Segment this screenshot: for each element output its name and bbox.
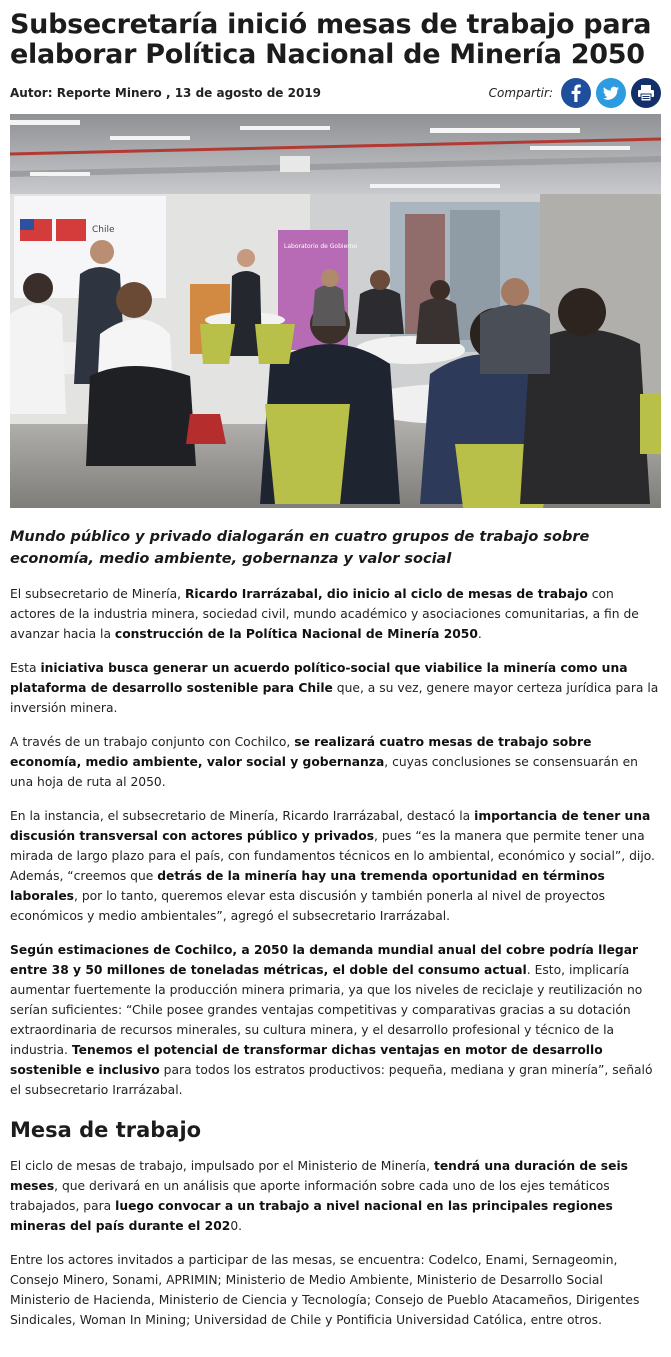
text: , que derivará en un análisis que aporte información sobre cada uno de los ejes temáticos trabajados, para	[10, 1179, 610, 1213]
bold-text: detrás de la minería hay una tremenda oportunidad en términos laborales	[10, 869, 605, 903]
section-body	[10, 1156, 661, 1330]
text: El subsecretario de Minería,	[10, 587, 185, 601]
text: Esta	[10, 661, 41, 675]
twitter-icon[interactable]	[596, 78, 626, 108]
text: Entre los actores invitados a participar de las mesas, se encuentra: Codelco, Enami, Sernageomin, Consejo Minero, Sonami, APRIMIN; Ministerio de Medio Ambiente, Ministerio de Desarrollo Social Ministerio de Hacienda, Ministerio de Ciencia y Tecnología; Consejo de Pueblo Atacameños, Dirigentes Sindicales, Woman In Mining; Universidad de Chile y Pontificia Universidad Católica, entre otros.	[10, 1253, 640, 1327]
bold-text: construcción de la Política Nacional de Minería 2050	[114, 627, 478, 641]
text: , pues “es la manera que permite tener una mirada de largo plazo para el país, con fundamentos técnicos en lo ambiental, económico y social”, dijo. Además, “creemos que	[10, 829, 655, 883]
author-line: Autor: Reporte Minero , 13 de agosto de 2019	[10, 86, 322, 100]
text: . Esto, implicaría aumentar fuertemente la producción minera primaria, ya que los niveles de reciclaje y reutilización no serían suficientes: “Chile posee grandes ventajas competitivas y comparativas gracias a su dotación extraordinaria de recursos minerales, su cultura minera, y el desarrollo profesional y técnico de la industria.	[10, 963, 643, 1057]
body-paragraph	[10, 940, 661, 1100]
bold-text: se realizará cuatro mesas de trabajo sobre economía, medio ambiente, valor social y gobernanza	[10, 735, 592, 769]
text: , cuyas conclusiones se consensuarán en una hoja de ruta al 2050.	[10, 755, 638, 789]
article-body	[10, 584, 661, 1100]
bold-text: Según estimaciones de Cochilco, a 2050 la demanda mundial anual del cobre podría llegar entre 38 y 50 millones de toneladas métricas, el doble del consumo actual	[10, 943, 639, 977]
bold-text: iniciativa busca generar un acuerdo político-social que viabilice la minería como una plataforma de desarrollo sostenible para Chile	[10, 661, 628, 695]
share-label: Compartir:	[488, 86, 553, 100]
body-paragraph	[10, 1250, 661, 1330]
bold-text: tendrá una duración de seis meses	[10, 1159, 628, 1193]
text: que, a su vez, genere mayor certeza jurídica para la inversión minera.	[10, 681, 659, 715]
body-paragraph	[10, 732, 661, 792]
body-paragraph	[10, 584, 661, 644]
article	[0, 10, 671, 1330]
section-heading: Mesa de trabajo	[10, 1118, 202, 1142]
text: El ciclo de mesas de trabajo, impulsado por el Ministerio de Minería,	[10, 1159, 434, 1173]
body-paragraph	[10, 806, 661, 926]
text: A través de un trabajo conjunto con Cochilco,	[10, 735, 295, 749]
text: 0.	[230, 1219, 243, 1233]
screen-text: Chile	[92, 225, 115, 235]
print-icon[interactable]	[631, 78, 661, 108]
bold-text: Ricardo Irarrázabal, dio inicio al ciclo de mesas de trabajo	[184, 587, 588, 601]
bold-text: luego convocar a un trabajo a nivel nacional en las principales regiones mineras del país durante el 202	[10, 1199, 613, 1233]
bold-text: importancia de tener una discusión transversal con actores público y privados	[10, 809, 651, 843]
bold-text: Tenemos el potencial de transformar dichas ventajas en motor de desarrollo sostenible e inclusivo	[10, 1043, 603, 1077]
share-bar	[489, 78, 661, 108]
article-meta	[10, 74, 661, 112]
body-paragraph	[10, 658, 661, 718]
article-photo	[10, 114, 661, 508]
text: , por lo tanto, queremos elevar esta discusión y también ponerla al nivel de proyectos económicos y medio ambientales”, agregó el subsecretario Irarrázabal.	[10, 889, 606, 923]
text: para todos los estratos productivos: pequeña, mediana y gran minería”, señaló el subsecretario Irarrázabal.	[10, 1063, 653, 1097]
text: con actores de la industria minera, sociedad civil, mundo académico y asociaciones comunitarias, a fin de avanzar hacia la	[10, 587, 639, 641]
body-paragraph	[10, 1156, 661, 1236]
article-title: Subsecretaría inició mesas de trabajo para elaborar Política Nacional de Minería 2050	[10, 9, 652, 70]
banner-text: Laboratorio de Gobierno	[284, 243, 358, 250]
text: En la instancia, el subsecretario de Minería, Ricardo Irarrázabal, destacó la	[10, 809, 475, 823]
text: .	[477, 627, 482, 641]
article-subtitle: Mundo público y privado dialogarán en cuatro grupos de trabajo sobre economía, medio ambiente, gobernanza y valor social	[10, 529, 590, 567]
facebook-icon[interactable]	[561, 78, 591, 108]
